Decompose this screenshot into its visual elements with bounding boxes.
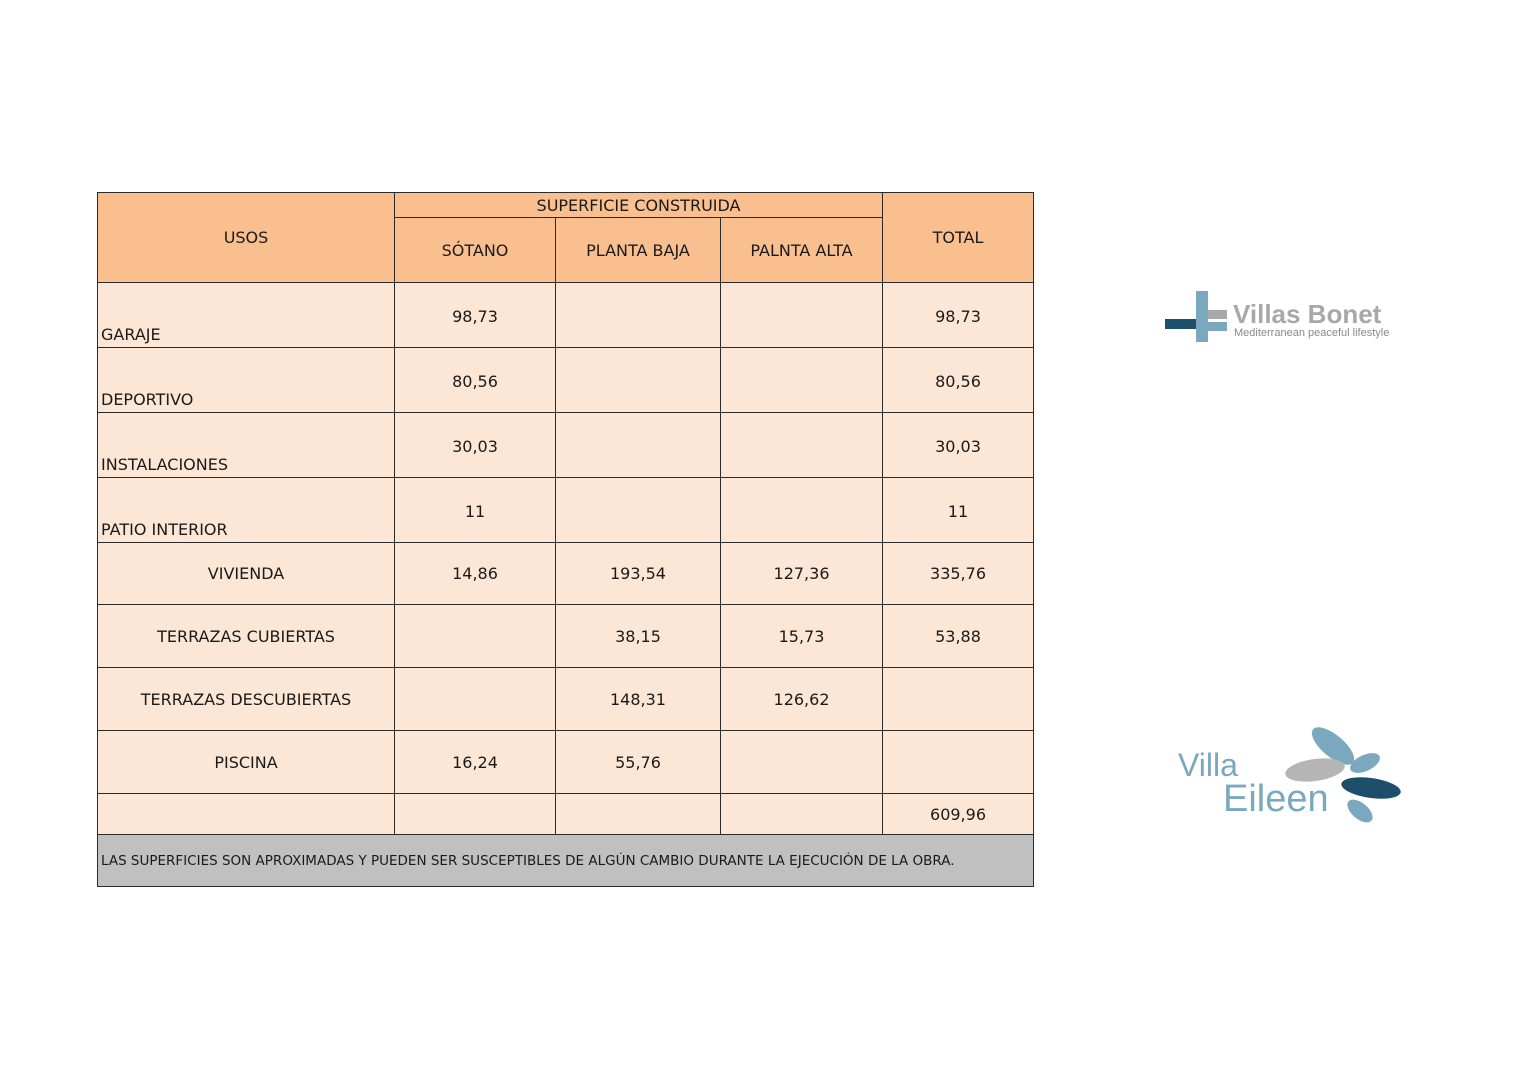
cell-total: 11 bbox=[883, 478, 1034, 543]
row-label: TERRAZAS CUBIERTAS bbox=[98, 605, 395, 668]
eileen-villa-word: Villa bbox=[1178, 747, 1238, 783]
grand-total: 609,96 bbox=[883, 794, 1034, 835]
cell-planta-alta: 126,62 bbox=[721, 668, 883, 731]
logo-cross-right-top bbox=[1208, 310, 1227, 319]
row-label: DEPORTIVO bbox=[98, 348, 395, 413]
cell-planta-alta bbox=[721, 731, 883, 794]
cell-total: 30,03 bbox=[883, 413, 1034, 478]
superficies-table bbox=[97, 192, 1034, 887]
table-row bbox=[98, 283, 1034, 348]
header-superficie-construida: SUPERFICIE CONSTRUIDA bbox=[395, 193, 883, 218]
row-label: PISCINA bbox=[98, 731, 395, 794]
cell-planta-alta: 15,73 bbox=[721, 605, 883, 668]
total-row bbox=[98, 794, 1034, 835]
bonet-name: Villas Bonet bbox=[1233, 299, 1382, 329]
header-usos: USOS bbox=[98, 193, 395, 283]
table-row bbox=[98, 413, 1034, 478]
cell-planta-baja bbox=[556, 478, 721, 543]
cell-planta-alta: 127,36 bbox=[721, 543, 883, 605]
villas-bonet-logo bbox=[1165, 290, 1425, 346]
cell-total: 335,76 bbox=[883, 543, 1034, 605]
cell-total: 98,73 bbox=[883, 283, 1034, 348]
cell-planta-alta bbox=[721, 413, 883, 478]
table-row bbox=[98, 605, 1034, 668]
eileen-name-word: Eileen bbox=[1223, 778, 1329, 820]
header-planta-baja: PLANTA BAJA bbox=[556, 218, 721, 283]
table-row bbox=[98, 668, 1034, 731]
cell-sotano: 11 bbox=[395, 478, 556, 543]
row-label: TERRAZAS DESCUBIERTAS bbox=[98, 668, 395, 731]
petal-bottom bbox=[1343, 795, 1376, 827]
cell-sotano bbox=[395, 668, 556, 731]
row-label: GARAJE bbox=[98, 283, 395, 348]
logo-cross-right-bottom bbox=[1208, 322, 1227, 331]
cell-total bbox=[883, 668, 1034, 731]
row-label: PATIO INTERIOR bbox=[98, 478, 395, 543]
cell-total bbox=[883, 731, 1034, 794]
table-row bbox=[98, 543, 1034, 605]
disclaimer-note: LAS SUPERFICIES SON APROXIMADAS Y PUEDEN SER SUSCEPTIBLES DE ALGÚN CAMBIO DURANTE LA EJECUCIÓN DE LA OBRA. bbox=[98, 835, 1034, 887]
header-sotano: SÓTANO bbox=[395, 218, 556, 283]
table-row bbox=[98, 348, 1034, 413]
cell-sotano: 98,73 bbox=[395, 283, 556, 348]
cell-planta-baja: 148,31 bbox=[556, 668, 721, 731]
header-planta-alta: PALNTA ALTA bbox=[721, 218, 883, 283]
cell-planta-baja bbox=[556, 348, 721, 413]
cell-planta-baja: 55,76 bbox=[556, 731, 721, 794]
logo-cross-vertical bbox=[1196, 291, 1208, 342]
cell-planta-baja: 193,54 bbox=[556, 543, 721, 605]
villa-eileen-logo bbox=[1175, 718, 1415, 830]
cell-planta-baja: 38,15 bbox=[556, 605, 721, 668]
cell-total: 80,56 bbox=[883, 348, 1034, 413]
cell-sotano: 80,56 bbox=[395, 348, 556, 413]
logo-cross-left bbox=[1165, 319, 1196, 329]
bonet-tagline: Mediterranean peaceful lifestyle bbox=[1234, 327, 1390, 339]
table-row bbox=[98, 478, 1034, 543]
table-row bbox=[98, 731, 1034, 794]
cell-total: 53,88 bbox=[883, 605, 1034, 668]
row-label: VIVIENDA bbox=[98, 543, 395, 605]
cell-planta-baja bbox=[556, 413, 721, 478]
cell-planta-alta bbox=[721, 283, 883, 348]
cell-sotano: 16,24 bbox=[395, 731, 556, 794]
header-total: TOTAL bbox=[883, 193, 1034, 283]
cell-planta-alta bbox=[721, 348, 883, 413]
cell-sotano bbox=[395, 605, 556, 668]
petal-dark bbox=[1340, 774, 1402, 802]
row-label: INSTALACIONES bbox=[98, 413, 395, 478]
cell-planta-baja bbox=[556, 283, 721, 348]
cell-planta-alta bbox=[721, 478, 883, 543]
cell-sotano: 30,03 bbox=[395, 413, 556, 478]
cell-sotano: 14,86 bbox=[395, 543, 556, 605]
